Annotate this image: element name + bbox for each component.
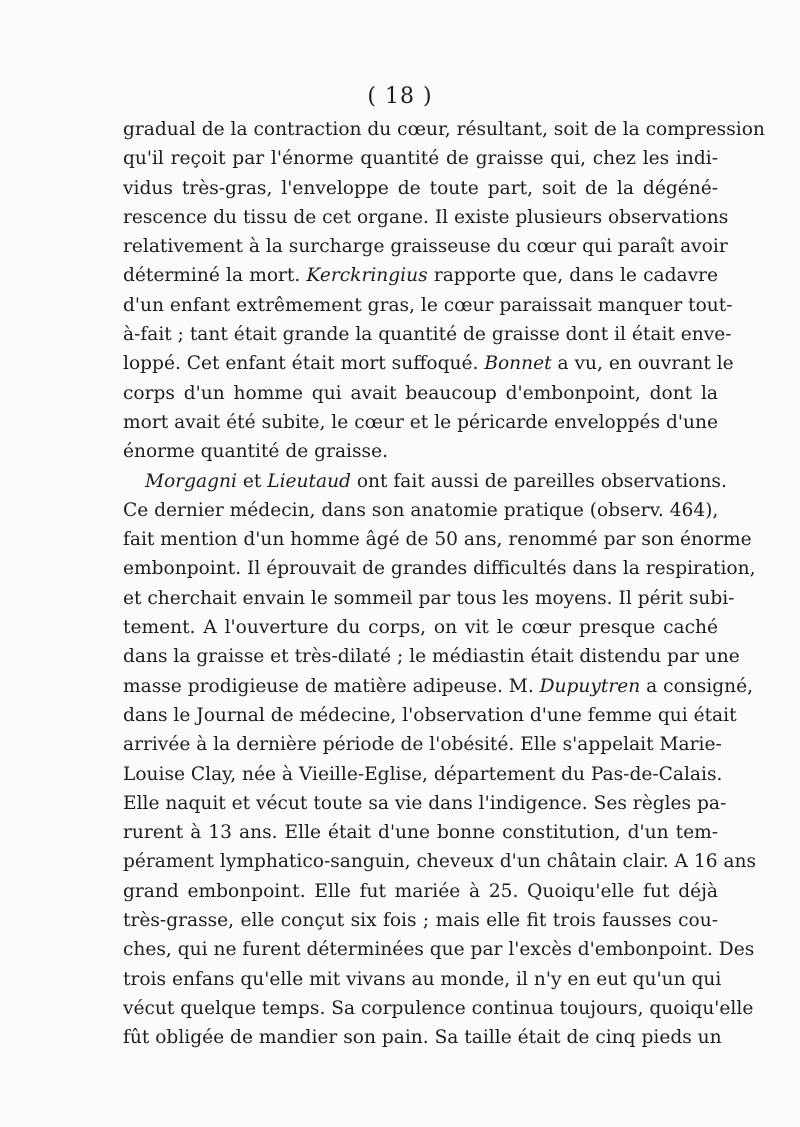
text-run: rurent à 13 ans. Elle était d'une bonne constitution, d'un tem- [123, 822, 718, 844]
text-line [123, 1023, 722, 1052]
italic-name: Morgagni [145, 470, 237, 492]
text-line [123, 437, 718, 466]
text-line [123, 906, 718, 935]
text-line [123, 467, 727, 496]
text-run: gradual de la contraction du cœur, résultant, soit de la compression [123, 119, 765, 140]
text-line [123, 525, 752, 554]
text-run: ches, qui ne furent déterminées que par l'excès d'embonpoint. Des [123, 939, 755, 961]
text-run: énorme quantité de graisse. [123, 441, 388, 463]
text-line [123, 994, 754, 1023]
text-run: vidus très-gras, l'enveloppe de toute part, soit de la dégéné- [123, 177, 718, 199]
text-line [123, 379, 718, 408]
text-line [123, 877, 718, 906]
text-line [123, 818, 718, 847]
text-line [123, 496, 718, 525]
text-line [123, 232, 728, 261]
text-run: vécut quelque temps. Sa corpulence continua toujours, quoiqu'elle [123, 997, 754, 1019]
italic-name: Bonnet [484, 353, 552, 375]
text-line [123, 144, 718, 173]
text-line [123, 642, 740, 671]
text-run: mort avait été subite, le cœur et le péricarde enveloppés d'une [123, 411, 718, 433]
text-line [123, 291, 733, 320]
text-line [123, 584, 735, 613]
text-line [123, 349, 734, 378]
text-run: fût obligée de mandier son pain. Sa taille était de cinq pieds un [123, 1027, 722, 1049]
text-line [123, 261, 718, 290]
text-line [123, 760, 723, 789]
text-run: relativement à la surcharge graisseuse du cœur qui paraît avoir [123, 236, 728, 258]
text-line [123, 554, 756, 583]
text-run: corps d'un homme qui avait beaucoup d'embonpoint, dont la [123, 382, 718, 404]
text-run: rescence du tissu de cet organe. Il existe plusieurs observations [123, 206, 729, 228]
text-run: embonpoint. Il éprouvait de grandes difficultés dans la respiration, [123, 558, 756, 580]
text-line [123, 203, 729, 232]
body-text [123, 115, 765, 1053]
text-run: Louise Clay, née à Vieille-Eglise, département du Pas-de-Calais. [123, 763, 723, 785]
text-run: déterminé la mort. [123, 265, 307, 287]
text-run: grand embonpoint. Elle fut mariée à 25. Quoiqu'elle fut déjà [123, 880, 718, 902]
text-run: arrivée à la dernière période de l'obésité. Elle s'appelait Marie- [123, 734, 722, 756]
text-run: dans la graisse et très-dilaté ; le médiastin était distendu par une [123, 646, 740, 668]
text-run: masse prodigieuse de matière adipeuse. M. [123, 675, 540, 697]
text-run: fait mention d'un homme âgé de 50 ans, renommé par son énorme [123, 529, 752, 551]
text-run: trois enfans qu'elle mit vivans au monde, il n'y en eut qu'un qui [123, 968, 722, 990]
text-line [123, 174, 718, 203]
text-line [123, 613, 718, 642]
italic-name: Kerckringius [306, 265, 428, 287]
text-run: pérament lymphatico-sanguin, cheveux d'un châtain clair. A 16 ans [123, 851, 757, 873]
text-run: a vu, en ouvrant le [551, 353, 734, 375]
italic-name: Dupuytren [539, 675, 641, 697]
text-line [123, 115, 765, 144]
text-run: dans le Journal de médecine, l'observation d'une femme qui était [123, 704, 737, 726]
text-line [123, 847, 757, 876]
text-line [123, 701, 737, 730]
text-run: et [236, 470, 268, 492]
text-run: très-grasse, elle conçut six fois ; mais elle fit trois fausses cou- [123, 910, 718, 932]
text-run: rapporte que, dans le cadavre [427, 265, 718, 287]
text-run: Ce dernier médecin, dans son anatomie pratique (observ. 464), [123, 499, 719, 521]
text-run: et cherchait envain le sommeil par tous les moyens. Il périt subi- [123, 587, 735, 609]
text-line [123, 408, 718, 437]
text-line [123, 789, 727, 818]
text-run: a consigné, [640, 675, 754, 697]
text-run: tement. A l'ouverture du corps, on vit le cœur presque caché [123, 617, 718, 639]
text-line [123, 730, 722, 759]
text-run: à-fait ; tant était grande la quantité de graisse dont il était enve- [123, 324, 732, 346]
text-line [123, 965, 722, 994]
text-run: Elle naquit et vécut toute sa vie dans l'indigence. Ses règles pa- [123, 792, 727, 814]
italic-name: Lieutaud [267, 470, 351, 492]
text-run: d'un enfant extrêmement gras, le cœur paraissait manquer tout- [123, 294, 733, 316]
text-line [123, 320, 732, 349]
text-run: ont fait aussi de pareilles observations. [350, 470, 727, 492]
text-run: qu'il reçoit par l'énorme quantité de graisse qui, chez les indi- [123, 148, 718, 170]
text-line [123, 935, 755, 964]
text-run: loppé. Cet enfant était mort suffoqué. [123, 353, 485, 375]
text-line [123, 672, 754, 701]
page-number: ( 18 ) [367, 84, 433, 109]
